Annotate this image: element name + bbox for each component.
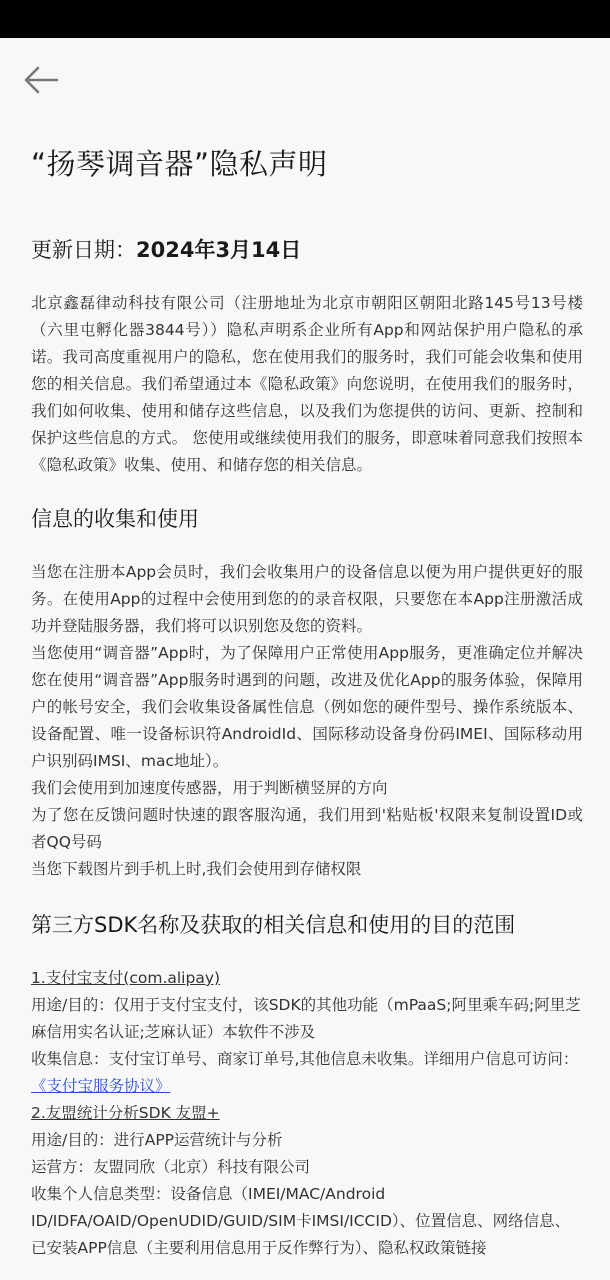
sdk-alipay-purpose: 用途/目的：仅用于支付宝支付，该SDK的其他功能（mPaaS;阿里乘车码;阿里芝麻信用实名认证;芝麻认证）本软件不涉及	[31, 996, 581, 1041]
update-date	[31, 230, 583, 270]
sdk-alipay-collect	[31, 1046, 583, 1100]
status-bar	[0, 0, 610, 38]
collection-paragraph-1: 当您在注册本App会员时，我们会收集用户的设备信息以便为用户提供更好的服务。在使用App的过程中会使用到您的的录音权限，只要您在本App注册激活成功并登陆服务器，我们将可以识别您及您的资料。	[31, 563, 583, 635]
back-button[interactable]	[18, 60, 64, 100]
arrow-left-icon	[23, 65, 59, 95]
sdk-umeng-purpose: 用途/目的：进行APP运营统计与分析	[31, 1131, 283, 1149]
alipay-agreement-link[interactable]: 《支付宝服务协议》	[31, 1077, 171, 1095]
collection-paragraph-3: 我们会使用到加速度传感器，用于判断横竖屏的方向	[31, 779, 388, 797]
collection-paragraph-2: 当您使用“调音器”App时，为了保障用户正常使用App服务，更准确定位并解决您在使用“调音器”App服务时遇到的问题，改进及优化App的服务体验，保障用户的帐号安全，我们会收集设备属性信息（例如您的硬件型号、操作系统版本、设备配置、唯一设备标识符AndroidId、国际移动设备身份码IMEI、国际移动用户识别码IMSI、mac地址）。	[31, 644, 583, 770]
update-date-value: 2024年3月14日	[136, 238, 302, 262]
collection-paragraph-4: 为了您在反馈问题时快速的跟客服沟通，我们用到'粘贴板'权限来复制设置ID或者QQ号码	[31, 806, 583, 851]
sdk-link-umeng[interactable]: 2.友盟统计分析SDK 友盟+	[31, 1104, 220, 1122]
sdk-link-alipay[interactable]: 1.支付宝支付(com.alipay)	[31, 969, 221, 987]
sdk-umeng-operator: 运营方：友盟同欣（北京）科技有限公司	[31, 1158, 311, 1176]
intro-paragraph: 北京鑫磊律动科技有限公司（注册地址为北京市朝阳区朝阳北路145号13号楼（六里屯孵化器3844号））隐私声明系企业所有App和网站保护用户隐私的承诺。我司高度重视用户的隐私，您在使用我们的服务时，我们可能会收集和使用您的相关信息。我们希望通过本《隐私政策》向您说明，在使用我们的服务时，我们如何收集、使用和储存这些信息，以及我们为您提供的访问、更新、控制和保护这些信息的方式。 您使用或继续使用我们的服务，即意味着同意我们按照本《隐私政策》收集、使用、和储存您的相关信息。	[31, 294, 583, 474]
update-date-label: 更新日期：	[31, 238, 136, 262]
sdk-alipay-collect-text: 收集信息：支付宝订单号、商家订单号,其他信息未收集。详细用户信息可访问：	[31, 1050, 579, 1068]
page-title: “扬琴调音器”隐私声明	[31, 147, 328, 181]
sdk-umeng-collect: 收集个人信息类型：设备信息（IMEI/MAC/Android ID/IDFA/OAID/OpenUDID/GUID/SIM卡IMSI/ICCID）、位置信息、网络信息、已安装APP信息（主要利用信息用于反作弊行为）、隐私权政策链接	[31, 1185, 571, 1257]
section-heading-collection: 信息的收集和使用	[31, 507, 199, 531]
collection-paragraph-5: 当您下载图片到手机上时,我们会使用到存储权限	[31, 860, 362, 878]
policy-content	[31, 138, 583, 1262]
section-heading-sdk: 第三方SDK名称及获取的相关信息和使用的目的范围	[31, 913, 516, 937]
